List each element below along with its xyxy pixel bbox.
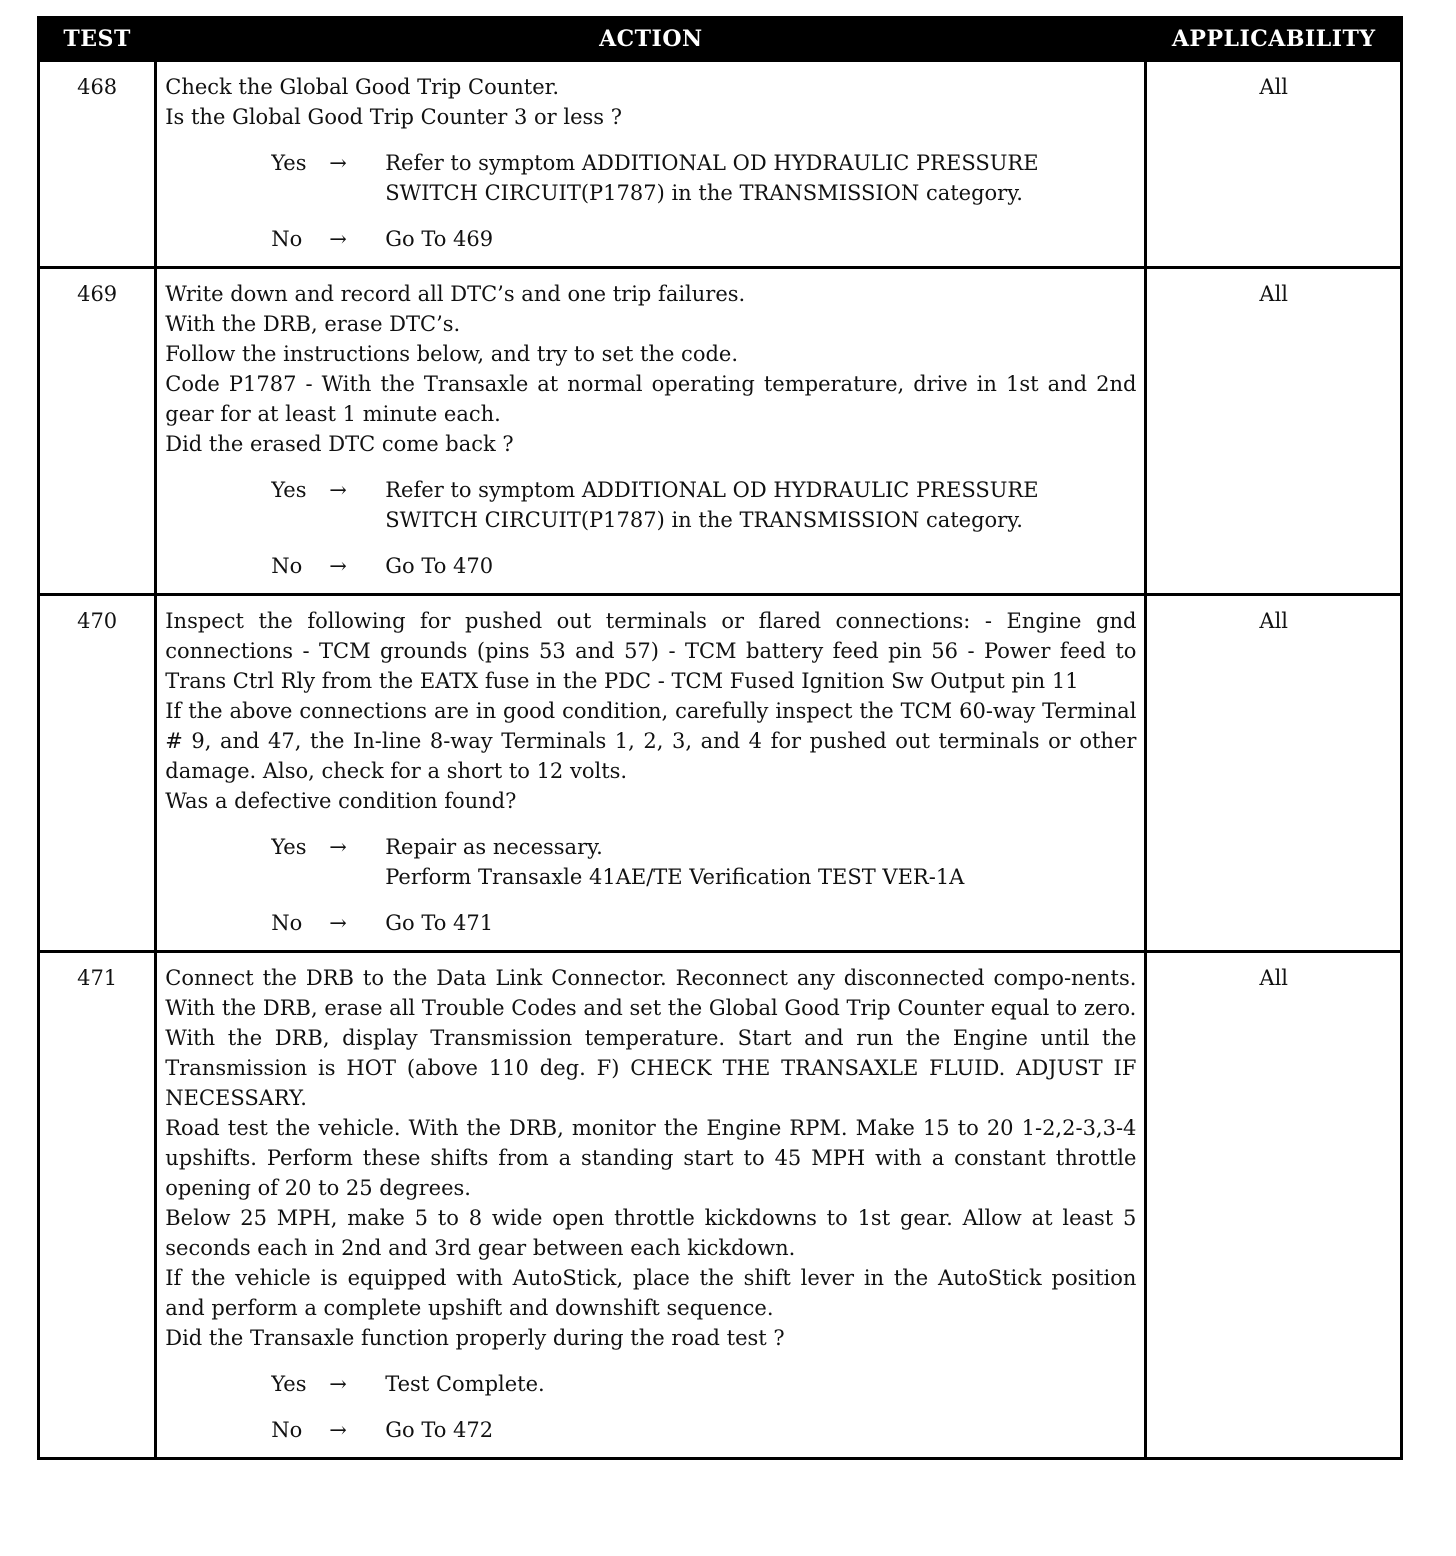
outcomes bbox=[165, 832, 1136, 938]
outcome-no bbox=[271, 1415, 1136, 1445]
action-paragraph: Was a defective condition found? bbox=[165, 789, 517, 813]
outcome-no-label: No bbox=[271, 554, 303, 578]
outcome-yes-text bbox=[385, 832, 1136, 892]
outcome-line: Go To 469 bbox=[385, 227, 494, 251]
outcome-yes bbox=[271, 1369, 1136, 1399]
action-cell bbox=[156, 595, 1146, 952]
right-arrow-icon: → bbox=[329, 478, 347, 502]
outcome-line: Refer to symptom ADDITIONAL OD HYDRAULIC PRESSURE SWITCH CIRCUIT(P1787) in the TRANSMISSION category. bbox=[385, 151, 1039, 205]
outcome-line: Refer to symptom ADDITIONAL OD HYDRAULIC PRESSURE SWITCH CIRCUIT(P1787) in the TRANSMISSION category. bbox=[385, 478, 1039, 532]
outcome-line: Go To 470 bbox=[385, 554, 494, 578]
action-paragraph: Is the Global Good Trip Counter 3 or less ? bbox=[165, 105, 622, 129]
outcome-no bbox=[271, 908, 1136, 938]
right-arrow-icon: → bbox=[329, 227, 347, 251]
action-paragraph: With the DRB, display Transmission temperature. Start and run the Engine until the Transmission is HOT (above 110 deg. F) CHECK THE TRANSAXLE FLUID. ADJUST IF NECESSARY. bbox=[165, 1026, 1137, 1110]
action-paragraph: Connect the DRB to the Data Link Connector. Reconnect any disconnected compo-nents. With the DRB, erase all Trouble Codes and set the Global Good Trip Counter equal to zero. bbox=[165, 966, 1137, 1020]
outcomes bbox=[165, 148, 1136, 254]
outcome-yes bbox=[271, 148, 1136, 208]
outcome-yes-label: Yes bbox=[271, 835, 307, 859]
action-paragraph: If the above connections are in good condition, carefully inspect the TCM 60-way Terminal # 9, and 47, the In-line 8-way Terminals 1, 2, 3, and 4 for pushed out terminals or other damage. Also, check for a short to 12 volts. bbox=[165, 699, 1137, 783]
test-number: 471 bbox=[39, 952, 156, 1459]
applicability-value: All bbox=[1146, 61, 1402, 268]
right-arrow-icon: → bbox=[329, 835, 347, 859]
table-row bbox=[39, 952, 1402, 1459]
right-arrow-icon: → bbox=[329, 1372, 347, 1396]
outcome-line: Test Complete. bbox=[385, 1372, 545, 1396]
right-arrow-icon: → bbox=[329, 554, 347, 578]
outcomes bbox=[165, 475, 1136, 581]
action-cell bbox=[156, 61, 1146, 268]
outcome-yes-text bbox=[385, 1369, 1136, 1399]
header-applicability: APPLICABILITY bbox=[1146, 18, 1402, 61]
outcomes bbox=[165, 1369, 1136, 1445]
outcome-no-label: No bbox=[271, 1418, 303, 1442]
outcome-no-text bbox=[385, 908, 1136, 938]
outcome-yes bbox=[271, 832, 1136, 892]
table-row bbox=[39, 595, 1402, 952]
right-arrow-icon: → bbox=[329, 1418, 347, 1442]
action-paragraph: Write down and record all DTC’s and one trip failures. bbox=[165, 282, 746, 306]
action-cell bbox=[156, 952, 1146, 1459]
action-paragraph: Below 25 MPH, make 5 to 8 wide open throttle kickdowns to 1st gear. Allow at least 5 seconds each in 2nd and 3rd gear between each kickdown. bbox=[165, 1206, 1137, 1260]
outcome-no bbox=[271, 224, 1136, 254]
test-number: 469 bbox=[39, 268, 156, 595]
action-instructions bbox=[165, 963, 1136, 1353]
table-row bbox=[39, 268, 1402, 595]
outcome-yes bbox=[271, 475, 1136, 535]
action-paragraph: Check the Global Good Trip Counter. bbox=[165, 75, 560, 99]
action-paragraph: With the DRB, erase DTC’s. bbox=[165, 312, 461, 336]
outcome-yes-label: Yes bbox=[271, 151, 307, 175]
outcome-no-text bbox=[385, 224, 1136, 254]
applicability-value: All bbox=[1146, 595, 1402, 952]
applicability-value: All bbox=[1146, 952, 1402, 1459]
outcome-yes-text bbox=[385, 148, 1136, 208]
right-arrow-icon: → bbox=[329, 151, 347, 175]
header-test: TEST bbox=[39, 18, 156, 61]
action-paragraph: Inspect the following for pushed out terminals or flared connections: - Engine gnd connections - TCM grounds (pins 53 and 57) - TCM battery feed pin 56 - Power feed to Trans Ctrl Rly from the EATX fuse in the PDC - TCM Fused Ignition Sw Output pin 11 bbox=[165, 609, 1137, 693]
outcome-no-label: No bbox=[271, 911, 303, 935]
diagnostic-test-table bbox=[37, 16, 1403, 1460]
action-paragraph: Did the Transaxle function properly during the road test ? bbox=[165, 1326, 785, 1350]
header-action: ACTION bbox=[156, 18, 1146, 61]
action-cell bbox=[156, 268, 1146, 595]
test-number: 468 bbox=[39, 61, 156, 268]
action-instructions bbox=[165, 279, 1136, 459]
action-paragraph: If the vehicle is equipped with AutoStick, place the shift lever in the AutoStick position and perform a complete upshift and downshift sequence. bbox=[165, 1266, 1137, 1320]
action-paragraph: Code P1787 - With the Transaxle at normal operating temperature, drive in 1st and 2nd gear for at least 1 minute each. bbox=[165, 372, 1137, 426]
action-paragraph: Road test the vehicle. With the DRB, monitor the Engine RPM. Make 15 to 20 1-2,2-3,3-4 upshifts. Perform these shifts from a standing start to 45 MPH with a constant throttle opening of 20 to 25 degrees. bbox=[165, 1116, 1137, 1200]
action-instructions bbox=[165, 72, 1136, 132]
outcome-no bbox=[271, 551, 1136, 581]
outcome-line: Go To 471 bbox=[385, 911, 494, 935]
action-paragraph: Follow the instructions below, and try to set the code. bbox=[165, 342, 739, 366]
right-arrow-icon: → bbox=[329, 911, 347, 935]
table-row bbox=[39, 61, 1402, 268]
header-row bbox=[39, 18, 1402, 61]
outcome-no-label: No bbox=[271, 227, 303, 251]
outcome-no-text bbox=[385, 551, 1136, 581]
applicability-value: All bbox=[1146, 268, 1402, 595]
outcome-line: Perform Transaxle 41AE/TE Verification TEST VER-1A bbox=[385, 865, 965, 889]
outcome-yes-label: Yes bbox=[271, 1372, 307, 1396]
outcome-yes-text bbox=[385, 475, 1136, 535]
action-paragraph: Did the erased DTC come back ? bbox=[165, 432, 514, 456]
outcome-no-text bbox=[385, 1415, 1136, 1445]
action-instructions bbox=[165, 606, 1136, 816]
outcome-yes-label: Yes bbox=[271, 478, 307, 502]
test-number: 470 bbox=[39, 595, 156, 952]
table-body bbox=[39, 61, 1402, 1459]
outcome-line: Repair as necessary. bbox=[385, 835, 603, 859]
outcome-line: Go To 472 bbox=[385, 1418, 494, 1442]
